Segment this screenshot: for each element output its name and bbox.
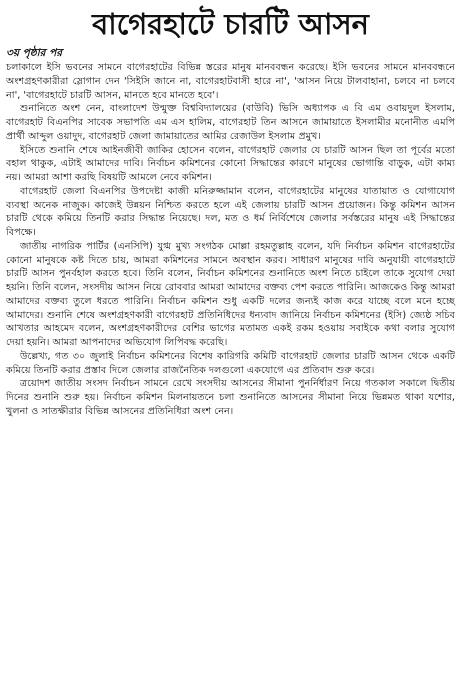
paragraph-3: ইসিতে শুনানি শেষে আইনজীবী জাকির হোসেন বলেন, বাগেরহাট জেলার যে চারটি আসন ছিল তা পূর্বের মতো বহাল থাকুক, এটাই আমাদের দাবি। নির্বাচন কমিশনের কোনো সিদ্ধান্তের কারণে মানুষের ভোগান্তি বাড়ুক, এটা কাম্য নয়। আমরা আশা করছি বিষয়টি আমলে নেবে কমিশন। bbox=[6, 144, 455, 183]
headline: বাগেরহাটে চারটি আসন bbox=[92, 7, 369, 41]
paragraph-4: বাগেরহাট জেলা বিএনপির উপদেষ্টা কাজী মনিরুজ্জামান বলেন, বাগেরহাটের মানুষের যাতায়াত ও যোগাযোগ ব্যবস্থা অনেক নাজুক। কাজেই উন্নয়ন নিশ্চিত করতে হলে এই জেলায় চারটি আসন প্রয়োজন। কিন্তু কমিশন আসন চারটি থেকে কমিয়ে তিনটি করার সিদ্ধান্ত নিয়েছে। দল, মত ও ধর্ম নির্বিশেষে জেলার সর্বস্তরের মানুষ এই সিদ্ধান্তের বিপক্ষে। bbox=[6, 185, 455, 238]
paragraph-2: শুনানিতে অংশ নেন, বাংলাদেশ উন্মুক্ত বিশ্ববিদ্যালয়ের (বাউবি) ভিসি অধ্যাপক এ বি এম ওবায়দুল ইসলাম, বাগেরহাট বিএনপির সাবেক সভাপতি এম এস হালিম, বাগেরহাট তিন আসনে জামায়াতে ইসলামীর মনোনীত এমপি প্রার্থী আব্দুল ওয়াদুদ, বাগেরহাট জেলা জামায়াতের আমির রেজাউল ইসলাম প্রমুখ। bbox=[6, 103, 455, 142]
paragraph-7: ত্রয়োদশ জাতীয় সংসদ নির্বাচন সামনে রেখে সংসদীয় আসনের সীমানা পুনর্নির্ধারণ নিয়ে গতকাল সকালে দ্বিতীয় দিনের শুনানি শুরু হয়। নির্বাচন কমিশন মিলনায়তনে চলা শুনানিতে আসনের সীমানা নিয়ে ভিন্নমত থাকা যশোর, খুলনা ও সাতক্ষীরার বিভিন্ন আসনের প্রতিনিধিরা অংশ নেন। bbox=[6, 378, 455, 417]
paragraph-1: চলাকালে ইসি ভবনের সামনে বাগেরহাটের বিভিন্ন স্তরের মানুষ মানববন্ধন করেছে। ইসি ভবনের সামনে মানববন্ধনে অংশগ্রহণকারীরা স্লোগান দেন 'সিইসি জানে না, বাগেরহাটবাসী হারে না', 'আসন নিয়ে টালবাহানা, চলবে না চলবে না', 'বাগেরহাটে চারটি আসন, মানতে হবে মানতে হবে'। bbox=[6, 62, 455, 101]
continuation-label: ৩য় পৃষ্ঠার পর bbox=[6, 47, 63, 59]
article-body bbox=[6, 61, 455, 419]
paragraph-6: উল্লেখ্য, গত ৩০ জুলাই নির্বাচন কমিশনের বিশেষ কারিগরি কমিটি বাগেরহাট জেলার চারটি আসন থেকে একটি কমিয়ে তিনটি করার প্রস্তাব দিলে জেলার রাজনৈতিক দলগুলো একযোগে এর প্রতিবাদ শুরু করে। bbox=[6, 350, 455, 376]
paragraph-5: জাতীয় নাগরিক পার্টির (এনসিপি) যুগ্ম মুখ্য সংগঠক মোল্লা রহমতুল্লাহ বলেন, যদি নির্বাচন কমিশন বাগেরহাটের কোনো মানুষকে কষ্ট দিতে চায়, আমরা কমিশনের সামনে অবস্থান করব। সাধারণ মানুষের দাবি অনুযায়ী বাগেরহাটে চারটি আসন পুনর্বহাল করতে হবে। তিনি বলেন, নির্বাচন কমিশনের শুনানিতে অংশ নিতে চাইলে তাকে সুযোগ দেয়া হয়নি। তিনি বলেন, সংসদীয় আসন নিয়ে রোববার আমরা আমাদের বক্তব্য পেশ করতে পারিনি। আজকেও কিন্তু আমরা আমাদের বক্তব্য তুলে ধরতে পারিনি। নির্বাচন কমিশন শুধু একটি দলের জন্যই কাজ করে যাচ্ছে বলে মনে হচ্ছে আমাদের। শুনানি শেষে অংশগ্রহণকারী বাগেরহাট প্রতিনিধিদের ধন্যবাদ জানিয়ে নির্বাচন কমিশনের (ইসি) জ্যেষ্ঠ সচিব আখতার আহমেদ বলেন, অংশগ্রহণকারীদের বেশির ভাগের মতামত একই রকম হওয়ায় সবাইকে কথা বলার সুযোগ দেয়া হয়নি। আমরা আপনাদের অভিযোগ লিপিবদ্ধ করেছি। bbox=[6, 240, 455, 348]
